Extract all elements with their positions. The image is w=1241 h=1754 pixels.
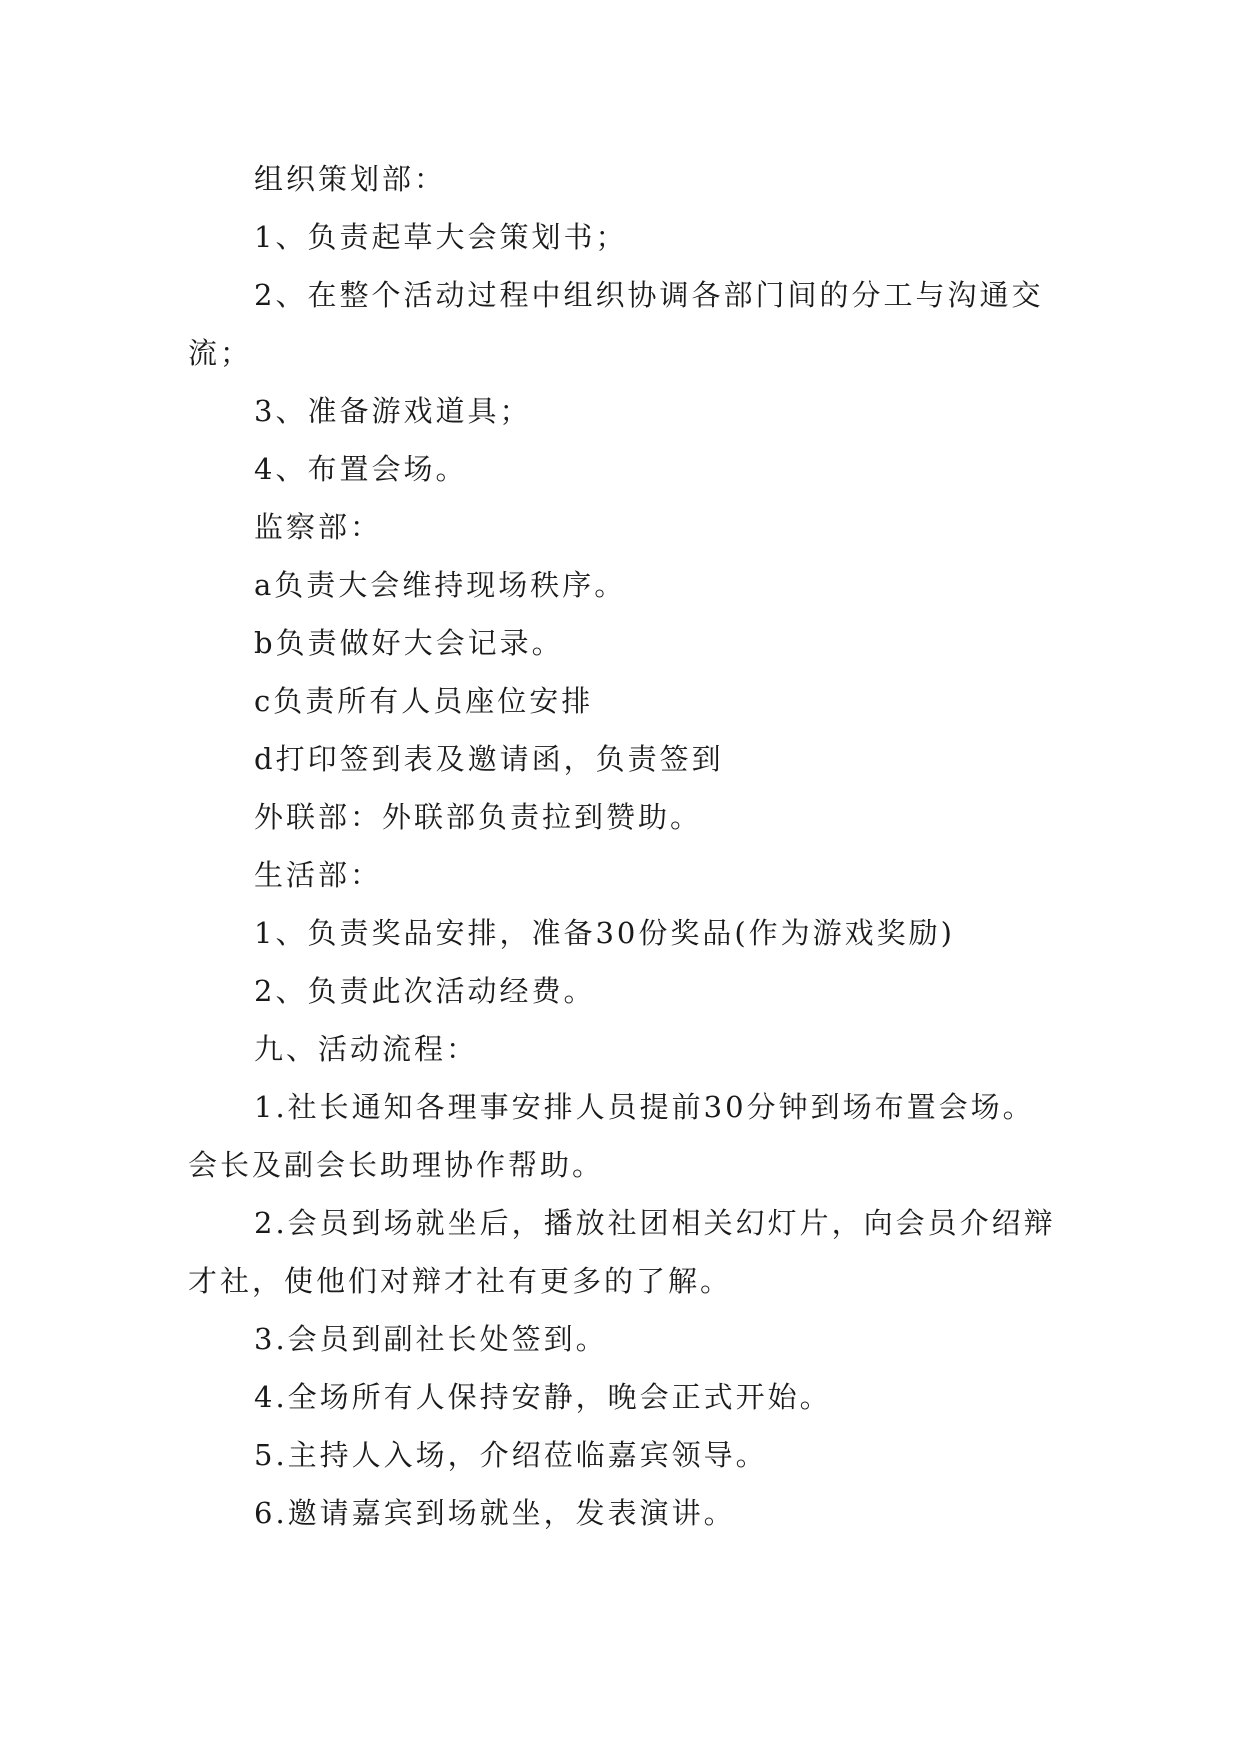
list-item: 2.会员到场就坐后，播放社团相关幻灯片，向会员介绍辩才社，使他们对辩才社有更多的了解。 — [188, 1206, 1056, 1298]
list-item: 3、准备游戏道具； — [254, 394, 532, 428]
list-item: 1、负责奖品安排，准备30份奖品(作为游戏奖励) — [254, 916, 955, 950]
list-item: 1.社长通知各理事安排人员提前30分钟到场布置会场。会长及副会长助理协作帮助。 — [188, 1090, 1035, 1182]
heading-organization-planning: 组织策划部： — [254, 162, 447, 196]
list-item: 2、在整个活动过程中组织协调各部门间的分工与沟通交流； — [188, 278, 1044, 370]
list-item: c负责所有人员座位安排 — [254, 684, 594, 718]
list-item: 3.会员到副社长处签到。 — [254, 1322, 608, 1356]
list-item: b负责做好大会记录。 — [254, 626, 564, 660]
list-item: d打印签到表及邀请函，负责签到 — [254, 742, 724, 776]
list-item: 6.邀请嘉宾到场就坐，发表演讲。 — [254, 1496, 736, 1530]
list-item: 4.全场所有人保持安静，晚会正式开始。 — [254, 1380, 832, 1414]
paragraph-external-relations: 外联部：外联部负责拉到赞助。 — [254, 800, 703, 834]
heading-activity-process: 九、活动流程： — [254, 1032, 479, 1066]
list-item: 4、布置会场。 — [254, 452, 468, 486]
heading-life-department: 生活部： — [254, 858, 383, 892]
list-item: 2、负责此次活动经费。 — [254, 974, 596, 1008]
list-item: a负责大会维持现场秩序。 — [254, 568, 627, 602]
list-item: 5.主持人入场，介绍莅临嘉宾领导。 — [254, 1438, 768, 1472]
heading-supervision: 监察部： — [254, 510, 383, 544]
document-body — [188, 150, 1058, 1542]
list-item: 1、负责起草大会策划书； — [254, 220, 628, 254]
